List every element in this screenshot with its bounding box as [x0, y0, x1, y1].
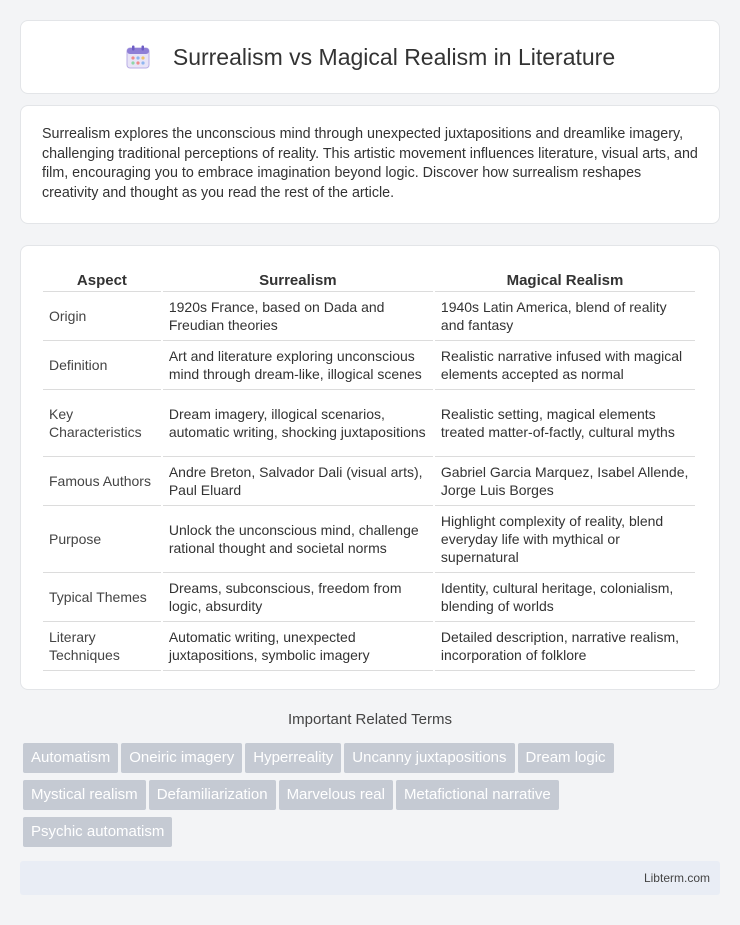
row-magical-realism: Gabriel Garcia Marquez, Isabel Allende, Jorge Luis Borges — [435, 457, 695, 506]
term-tag[interactable]: Hyperreality — [245, 743, 341, 773]
row-surrealism: 1920s France, based on Dada and Freudian theories — [163, 292, 433, 341]
row-magical-realism: Detailed description, narrative realism, incorporation of folklore — [435, 622, 695, 671]
row-aspect: Literary Techniques — [43, 622, 161, 671]
row-aspect: Purpose — [43, 506, 161, 573]
row-aspect: Famous Authors — [43, 457, 161, 506]
term-tag[interactable]: Dream logic — [518, 743, 614, 773]
table-row — [43, 390, 695, 457]
footer — [20, 861, 720, 895]
row-aspect: Origin — [43, 292, 161, 341]
row-aspect: Key Characteristics — [43, 390, 161, 457]
table-row — [43, 622, 695, 671]
intro-text: Surrealism explores the unconscious mind through unexpected juxtapositions and dreamlike imagery, challenging traditional perceptions of reality. This artistic movement influences literature, visual arts, and film, encouraging you to embrace imagination beyond logic. Discover how surrealism reshapes creativity and thought as you read the rest of the article. — [42, 126, 698, 201]
footer-site-link[interactable]: Libterm.com — [643, 871, 710, 885]
table-row — [43, 292, 695, 341]
comparison-table — [41, 264, 697, 671]
term-tag[interactable]: Mystical realism — [23, 780, 146, 810]
row-surrealism: Dream imagery, illogical scenarios, automatic writing, shocking juxtapositions — [163, 390, 433, 457]
table-row — [43, 457, 695, 506]
term-tag[interactable]: Metafictional narrative — [396, 780, 559, 810]
header-card — [20, 20, 720, 94]
row-magical-realism: Realistic narrative infused with magical elements accepted as normal — [435, 341, 695, 390]
related-terms-title: Important Related Terms — [288, 711, 452, 728]
table-row — [43, 506, 695, 573]
calendar-icon — [125, 44, 151, 70]
row-surrealism: Andre Breton, Salvador Dali (visual arts), Paul Eluard — [163, 457, 433, 506]
row-surrealism: Automatic writing, unexpected juxtapositions, symbolic imagery — [163, 622, 433, 671]
row-surrealism: Dreams, subconscious, freedom from logic, absurdity — [163, 573, 433, 622]
table-row — [43, 341, 695, 390]
header-magical-realism: Magical Realism — [435, 264, 695, 292]
table-header-row — [43, 264, 695, 292]
row-surrealism: Unlock the unconscious mind, challenge rational thought and societal norms — [163, 506, 433, 573]
header-aspect: Aspect — [43, 264, 161, 292]
term-tag[interactable]: Psychic automatism — [23, 817, 172, 847]
term-tag[interactable]: Defamiliarization — [149, 780, 276, 810]
row-surrealism: Art and literature exploring unconscious mind through dream-like, illogical scenes — [163, 341, 433, 390]
table-row — [43, 573, 695, 622]
row-magical-realism: Highlight complexity of reality, blend everyday life with mythical or supernatural — [435, 506, 695, 573]
page-title: Surrealism vs Magical Realism in Literature — [172, 43, 616, 70]
comparison-table-card — [20, 245, 720, 690]
row-magical-realism: 1940s Latin America, blend of reality and fantasy — [435, 292, 695, 341]
term-tag[interactable]: Oneiric imagery — [121, 743, 242, 773]
row-magical-realism: Realistic setting, magical elements treated matter-of-factly, cultural myths — [435, 390, 695, 457]
term-tag[interactable]: Automatism — [23, 743, 118, 773]
row-aspect: Typical Themes — [43, 573, 161, 622]
row-aspect: Definition — [43, 341, 161, 390]
term-tag[interactable]: Marvelous real — [279, 780, 393, 810]
header-surrealism: Surrealism — [163, 264, 433, 292]
intro-card — [20, 105, 720, 224]
row-magical-realism: Identity, cultural heritage, colonialism, blending of worlds — [435, 573, 695, 622]
related-terms-list — [23, 743, 723, 854]
term-tag[interactable]: Uncanny juxtapositions — [344, 743, 514, 773]
